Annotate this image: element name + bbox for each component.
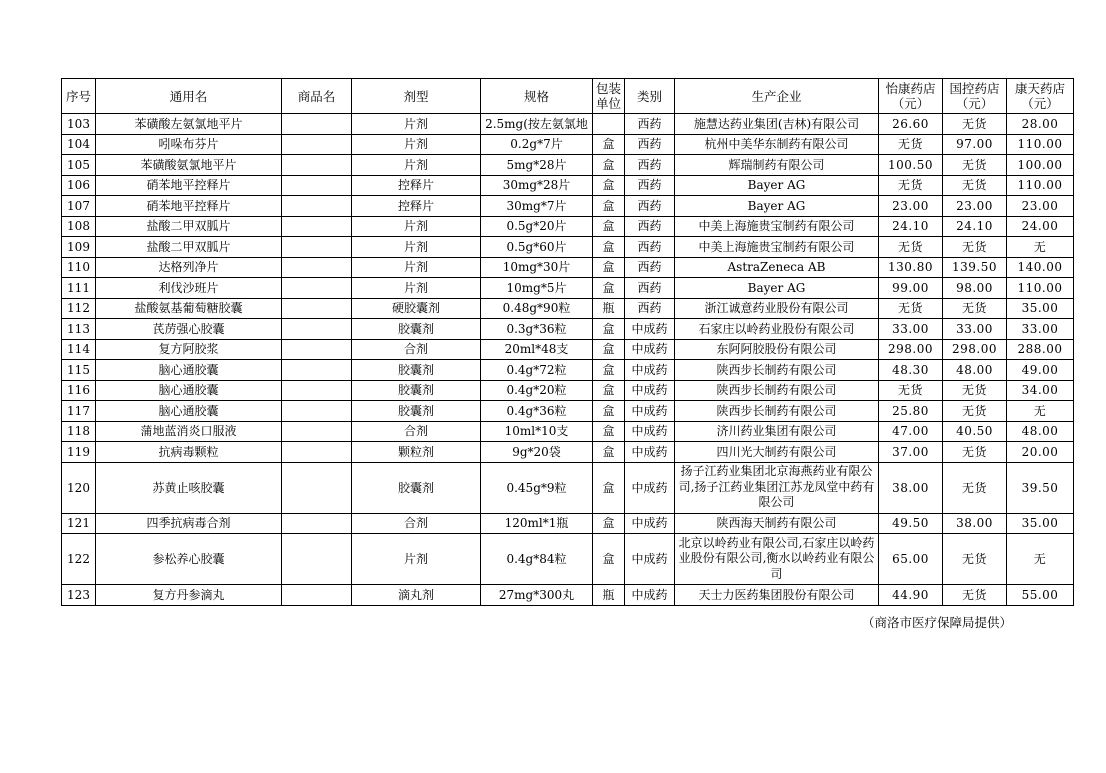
cell-category: 西药 (625, 114, 675, 135)
cell-dosage-form: 控释片 (352, 196, 481, 217)
cell-dosage-form: 片剂 (352, 216, 481, 237)
cell-package-unit: 盒 (593, 380, 625, 401)
table-row (62, 421, 1074, 442)
cell-price-yikang: 25.80 (879, 401, 943, 422)
cell-price-guokong: 无货 (943, 155, 1007, 176)
cell-package-unit: 盒 (593, 462, 625, 513)
cell-package-unit: 瓶 (593, 585, 625, 606)
cell-price-yikang: 298.00 (879, 339, 943, 360)
cell-generic-name: 芪苈强心胶囊 (96, 319, 282, 340)
cell-index: 119 (62, 442, 96, 463)
cell-dosage-form: 硬胶囊剂 (352, 298, 481, 319)
table-row (62, 278, 1074, 299)
cell-price-yikang: 100.50 (879, 155, 943, 176)
cell-price-kangtian: 110.00 (1007, 278, 1074, 299)
cell-price-kangtian: 无 (1007, 401, 1074, 422)
cell-price-guokong: 无货 (943, 175, 1007, 196)
header-package-unit: 包装单位 (593, 79, 625, 114)
cell-dosage-form: 片剂 (352, 278, 481, 299)
cell-dosage-form: 片剂 (352, 155, 481, 176)
cell-package-unit: 盒 (593, 175, 625, 196)
cell-package-unit: 盒 (593, 339, 625, 360)
cell-specification: 0.4g*84粒 (481, 534, 593, 585)
cell-price-kangtian: 48.00 (1007, 421, 1074, 442)
cell-generic-name: 硝苯地平控释片 (96, 175, 282, 196)
cell-generic-name: 四季抗病毒合剂 (96, 513, 282, 534)
cell-specification: 2.5mg(按左氨氯地 (481, 114, 593, 135)
cell-index: 117 (62, 401, 96, 422)
cell-price-yikang: 37.00 (879, 442, 943, 463)
cell-package-unit: 盒 (593, 319, 625, 340)
table-row (62, 339, 1074, 360)
header-brand-name: 商品名 (282, 79, 352, 114)
cell-price-yikang: 24.10 (879, 216, 943, 237)
cell-price-guokong: 40.50 (943, 421, 1007, 442)
cell-brand-name (282, 278, 352, 299)
cell-price-yikang: 33.00 (879, 319, 943, 340)
cell-package-unit (593, 114, 625, 135)
cell-price-kangtian: 28.00 (1007, 114, 1074, 135)
source-note: （商洛市医疗保障局提供） (861, 615, 1012, 630)
cell-manufacturer: 杭州中美华东制药有限公司 (675, 134, 879, 155)
table-row (62, 155, 1074, 176)
cell-package-unit: 瓶 (593, 298, 625, 319)
cell-price-kangtian: 35.00 (1007, 298, 1074, 319)
cell-index: 110 (62, 257, 96, 278)
cell-specification: 0.45g*9粒 (481, 462, 593, 513)
header-price-kangtian: 康天药店（元） (1007, 79, 1074, 114)
cell-price-yikang: 26.60 (879, 114, 943, 135)
cell-brand-name (282, 237, 352, 258)
cell-generic-name: 苯磺酸氨氯地平片 (96, 155, 282, 176)
cell-specification: 10ml*10支 (481, 421, 593, 442)
cell-price-kangtian: 23.00 (1007, 196, 1074, 217)
cell-index: 114 (62, 339, 96, 360)
cell-brand-name (282, 360, 352, 381)
cell-manufacturer: 陕西步长制药有限公司 (675, 380, 879, 401)
cell-price-guokong: 48.00 (943, 360, 1007, 381)
cell-manufacturer: 扬子江药业集团北京海燕药业有限公司,扬子江药业集团江苏龙凤堂中药有限公司 (675, 462, 879, 513)
cell-manufacturer: 北京以岭药业有限公司,石家庄以岭药业股份有限公司,衡水以岭药业有限公司 (675, 534, 879, 585)
cell-price-kangtian: 20.00 (1007, 442, 1074, 463)
cell-category: 西药 (625, 216, 675, 237)
cell-index: 112 (62, 298, 96, 319)
cell-price-kangtian: 55.00 (1007, 585, 1074, 606)
table-row (62, 257, 1074, 278)
cell-package-unit: 盒 (593, 196, 625, 217)
cell-category: 西药 (625, 134, 675, 155)
cell-index: 116 (62, 380, 96, 401)
cell-brand-name (282, 339, 352, 360)
cell-price-guokong: 98.00 (943, 278, 1007, 299)
cell-brand-name (282, 534, 352, 585)
cell-manufacturer: Bayer AG (675, 175, 879, 196)
cell-category: 中成药 (625, 380, 675, 401)
cell-category: 中成药 (625, 585, 675, 606)
table-row (62, 442, 1074, 463)
cell-dosage-form: 片剂 (352, 134, 481, 155)
cell-price-yikang: 无货 (879, 380, 943, 401)
cell-price-guokong: 无货 (943, 401, 1007, 422)
cell-price-kangtian: 35.00 (1007, 513, 1074, 534)
cell-price-kangtian: 无 (1007, 534, 1074, 585)
cell-price-yikang: 99.00 (879, 278, 943, 299)
cell-specification: 10mg*30片 (481, 257, 593, 278)
cell-brand-name (282, 401, 352, 422)
header-price-guokong: 国控药店（元） (943, 79, 1007, 114)
cell-price-guokong: 139.50 (943, 257, 1007, 278)
cell-category: 中成药 (625, 534, 675, 585)
cell-manufacturer: 济川药业集团有限公司 (675, 421, 879, 442)
cell-price-guokong: 无货 (943, 442, 1007, 463)
cell-generic-name: 抗病毒颗粒 (96, 442, 282, 463)
cell-category: 中成药 (625, 401, 675, 422)
cell-dosage-form: 胶囊剂 (352, 360, 481, 381)
cell-brand-name (282, 319, 352, 340)
cell-index: 121 (62, 513, 96, 534)
cell-generic-name: 吲哚布芬片 (96, 134, 282, 155)
table-row (62, 380, 1074, 401)
cell-specification: 0.4g*20粒 (481, 380, 593, 401)
cell-dosage-form: 片剂 (352, 114, 481, 135)
header-index: 序号 (62, 79, 96, 114)
cell-specification: 0.2g*7片 (481, 134, 593, 155)
header-specification: 规格 (481, 79, 593, 114)
cell-category: 西药 (625, 196, 675, 217)
table-body (62, 114, 1074, 606)
cell-generic-name: 脑心通胶囊 (96, 360, 282, 381)
cell-index: 123 (62, 585, 96, 606)
cell-category: 西药 (625, 298, 675, 319)
cell-generic-name: 参松养心胶囊 (96, 534, 282, 585)
cell-dosage-form: 合剂 (352, 339, 481, 360)
cell-price-yikang: 38.00 (879, 462, 943, 513)
cell-generic-name: 苯磺酸左氨氯地平片 (96, 114, 282, 135)
table-row (62, 237, 1074, 258)
cell-category: 中成药 (625, 442, 675, 463)
cell-brand-name (282, 134, 352, 155)
cell-specification: 10mg*5片 (481, 278, 593, 299)
table-row (62, 513, 1074, 534)
cell-generic-name: 盐酸二甲双胍片 (96, 216, 282, 237)
cell-generic-name: 蒲地蓝消炎口服液 (96, 421, 282, 442)
cell-price-yikang: 无货 (879, 134, 943, 155)
cell-price-guokong: 无货 (943, 114, 1007, 135)
cell-price-yikang: 44.90 (879, 585, 943, 606)
cell-price-guokong: 无货 (943, 380, 1007, 401)
cell-dosage-form: 片剂 (352, 237, 481, 258)
cell-package-unit: 盒 (593, 534, 625, 585)
cell-price-guokong: 33.00 (943, 319, 1007, 340)
cell-price-kangtian: 无 (1007, 237, 1074, 258)
cell-price-guokong: 无货 (943, 237, 1007, 258)
cell-package-unit: 盒 (593, 421, 625, 442)
cell-dosage-form: 合剂 (352, 513, 481, 534)
cell-package-unit: 盒 (593, 257, 625, 278)
cell-manufacturer: 陕西海天制药有限公司 (675, 513, 879, 534)
cell-price-guokong: 无货 (943, 585, 1007, 606)
cell-specification: 0.4g*36粒 (481, 401, 593, 422)
cell-price-guokong: 无货 (943, 298, 1007, 319)
cell-brand-name (282, 298, 352, 319)
cell-index: 115 (62, 360, 96, 381)
cell-price-kangtian: 33.00 (1007, 319, 1074, 340)
cell-price-guokong: 298.00 (943, 339, 1007, 360)
cell-dosage-form: 片剂 (352, 257, 481, 278)
cell-price-kangtian: 288.00 (1007, 339, 1074, 360)
cell-brand-name (282, 380, 352, 401)
cell-manufacturer: 施慧达药业集团(吉林)有限公司 (675, 114, 879, 135)
cell-specification: 27mg*300丸 (481, 585, 593, 606)
cell-dosage-form: 滴丸剂 (352, 585, 481, 606)
cell-specification: 0.3g*36粒 (481, 319, 593, 340)
cell-dosage-form: 胶囊剂 (352, 380, 481, 401)
cell-index: 104 (62, 134, 96, 155)
cell-index: 105 (62, 155, 96, 176)
cell-category: 中成药 (625, 421, 675, 442)
cell-generic-name: 脑心通胶囊 (96, 401, 282, 422)
cell-price-guokong: 23.00 (943, 196, 1007, 217)
cell-price-yikang: 无货 (879, 175, 943, 196)
cell-price-yikang: 47.00 (879, 421, 943, 442)
table-row (62, 585, 1074, 606)
cell-category: 西药 (625, 237, 675, 258)
header-generic-name: 通用名 (96, 79, 282, 114)
table-row (62, 134, 1074, 155)
cell-price-kangtian: 24.00 (1007, 216, 1074, 237)
cell-manufacturer: Bayer AG (675, 278, 879, 299)
cell-price-guokong: 无货 (943, 534, 1007, 585)
cell-price-yikang: 130.80 (879, 257, 943, 278)
cell-price-kangtian: 34.00 (1007, 380, 1074, 401)
cell-manufacturer: 四川光大制药有限公司 (675, 442, 879, 463)
cell-specification: 0.5g*60片 (481, 237, 593, 258)
cell-index: 108 (62, 216, 96, 237)
cell-dosage-form: 合剂 (352, 421, 481, 442)
cell-manufacturer: 中美上海施贵宝制药有限公司 (675, 237, 879, 258)
table-row (62, 462, 1074, 513)
cell-category: 中成药 (625, 360, 675, 381)
table-row (62, 216, 1074, 237)
cell-manufacturer: 石家庄以岭药业股份有限公司 (675, 319, 879, 340)
table-row (62, 298, 1074, 319)
cell-generic-name: 盐酸氨基葡萄糖胶囊 (96, 298, 282, 319)
cell-manufacturer: 辉瑞制药有限公司 (675, 155, 879, 176)
cell-specification: 9g*20袋 (481, 442, 593, 463)
cell-package-unit: 盒 (593, 278, 625, 299)
cell-dosage-form: 片剂 (352, 534, 481, 585)
cell-generic-name: 脑心通胶囊 (96, 380, 282, 401)
cell-package-unit: 盒 (593, 155, 625, 176)
table-row (62, 196, 1074, 217)
cell-brand-name (282, 513, 352, 534)
cell-index: 111 (62, 278, 96, 299)
cell-manufacturer: 天士力医药集团股份有限公司 (675, 585, 879, 606)
cell-price-guokong: 24.10 (943, 216, 1007, 237)
cell-package-unit: 盒 (593, 442, 625, 463)
price-comparison-sheet (61, 78, 1074, 606)
cell-specification: 0.5g*20片 (481, 216, 593, 237)
cell-dosage-form: 胶囊剂 (352, 462, 481, 513)
cell-specification: 120ml*1瓶 (481, 513, 593, 534)
cell-category: 中成药 (625, 513, 675, 534)
cell-price-yikang: 65.00 (879, 534, 943, 585)
cell-specification: 0.48g*90粒 (481, 298, 593, 319)
cell-brand-name (282, 196, 352, 217)
cell-category: 西药 (625, 257, 675, 278)
cell-package-unit: 盒 (593, 513, 625, 534)
table-row (62, 319, 1074, 340)
cell-generic-name: 复方丹参滴丸 (96, 585, 282, 606)
cell-price-guokong: 38.00 (943, 513, 1007, 534)
cell-index: 109 (62, 237, 96, 258)
cell-price-kangtian: 110.00 (1007, 134, 1074, 155)
cell-price-guokong: 无货 (943, 462, 1007, 513)
cell-category: 西药 (625, 155, 675, 176)
cell-brand-name (282, 216, 352, 237)
cell-dosage-form: 胶囊剂 (352, 401, 481, 422)
cell-category: 西药 (625, 175, 675, 196)
cell-package-unit: 盒 (593, 134, 625, 155)
cell-index: 103 (62, 114, 96, 135)
cell-index: 120 (62, 462, 96, 513)
cell-brand-name (282, 462, 352, 513)
cell-brand-name (282, 175, 352, 196)
cell-category: 中成药 (625, 339, 675, 360)
drug-price-table (61, 78, 1074, 606)
cell-generic-name: 利伐沙班片 (96, 278, 282, 299)
cell-manufacturer: 中美上海施贵宝制药有限公司 (675, 216, 879, 237)
cell-generic-name: 硝苯地平控释片 (96, 196, 282, 217)
cell-price-yikang: 48.30 (879, 360, 943, 381)
header-price-yikang: 怡康药店（元） (879, 79, 943, 114)
header-manufacturer: 生产企业 (675, 79, 879, 114)
cell-manufacturer: 浙江诚意药业股份有限公司 (675, 298, 879, 319)
cell-specification: 5mg*28片 (481, 155, 593, 176)
cell-index: 122 (62, 534, 96, 585)
cell-manufacturer: 陕西步长制药有限公司 (675, 360, 879, 381)
table-row (62, 534, 1074, 585)
cell-price-kangtian: 39.50 (1007, 462, 1074, 513)
cell-price-kangtian: 100.00 (1007, 155, 1074, 176)
cell-index: 113 (62, 319, 96, 340)
header-row (62, 79, 1074, 114)
cell-category: 中成药 (625, 319, 675, 340)
cell-price-kangtian: 140.00 (1007, 257, 1074, 278)
table-row (62, 401, 1074, 422)
cell-generic-name: 达格列净片 (96, 257, 282, 278)
cell-brand-name (282, 257, 352, 278)
cell-specification: 30mg*28片 (481, 175, 593, 196)
cell-package-unit: 盒 (593, 401, 625, 422)
table-row (62, 360, 1074, 381)
cell-specification: 30mg*7片 (481, 196, 593, 217)
cell-brand-name (282, 585, 352, 606)
cell-price-yikang: 无货 (879, 237, 943, 258)
cell-generic-name: 苏黄止咳胶囊 (96, 462, 282, 513)
cell-index: 118 (62, 421, 96, 442)
cell-manufacturer: AstraZeneca AB (675, 257, 879, 278)
header-dosage-form: 剂型 (352, 79, 481, 114)
cell-brand-name (282, 442, 352, 463)
cell-dosage-form: 控释片 (352, 175, 481, 196)
cell-specification: 0.4g*72粒 (481, 360, 593, 381)
header-category: 类别 (625, 79, 675, 114)
cell-manufacturer: 东阿阿胶股份有限公司 (675, 339, 879, 360)
table-row (62, 114, 1074, 135)
cell-package-unit: 盒 (593, 216, 625, 237)
cell-manufacturer: Bayer AG (675, 196, 879, 217)
cell-brand-name (282, 155, 352, 176)
cell-dosage-form: 胶囊剂 (352, 319, 481, 340)
cell-price-kangtian: 110.00 (1007, 175, 1074, 196)
cell-generic-name: 复方阿胶浆 (96, 339, 282, 360)
cell-specification: 20ml*48支 (481, 339, 593, 360)
cell-price-yikang: 无货 (879, 298, 943, 319)
cell-category: 西药 (625, 278, 675, 299)
cell-dosage-form: 颗粒剂 (352, 442, 481, 463)
cell-generic-name: 盐酸二甲双胍片 (96, 237, 282, 258)
cell-brand-name (282, 114, 352, 135)
cell-manufacturer: 陕西步长制药有限公司 (675, 401, 879, 422)
cell-index: 106 (62, 175, 96, 196)
cell-price-kangtian: 49.00 (1007, 360, 1074, 381)
table-row (62, 175, 1074, 196)
cell-price-yikang: 49.50 (879, 513, 943, 534)
cell-package-unit: 盒 (593, 237, 625, 258)
cell-price-guokong: 97.00 (943, 134, 1007, 155)
cell-price-yikang: 23.00 (879, 196, 943, 217)
cell-brand-name (282, 421, 352, 442)
cell-index: 107 (62, 196, 96, 217)
cell-package-unit: 盒 (593, 360, 625, 381)
cell-category: 中成药 (625, 462, 675, 513)
